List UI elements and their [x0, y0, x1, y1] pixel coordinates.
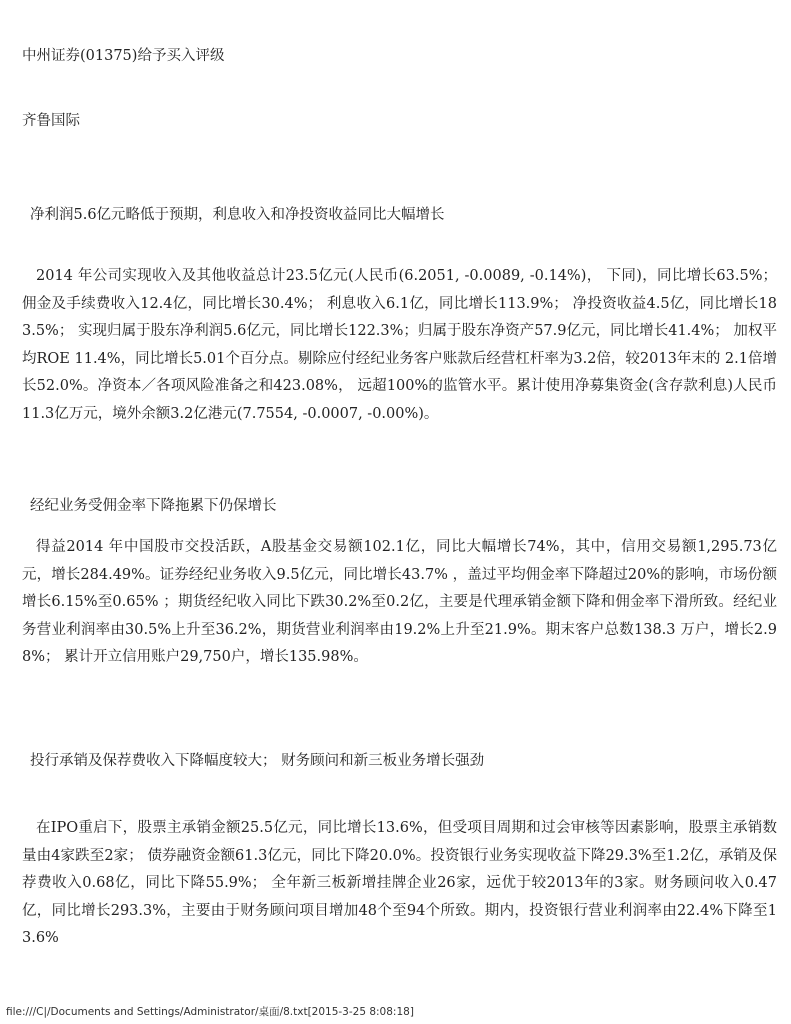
section-heading: 经纪业务受佣金率下降拖累下仍保增长	[30, 498, 277, 514]
section-heading: 投行承销及保荐费收入下降幅度较大； 财务顾问和新三板业务增长强劲	[30, 753, 485, 769]
document-title: 中州证券(01375)给予买入评级	[22, 48, 225, 64]
section-heading: 净利润5.6亿元略低于预期，利息收入和净投资收益同比大幅增长	[30, 207, 445, 223]
section-paragraph: 2014 年公司实现收入及其他收益总计23.5亿元(人民币(6.2051, -0.0089, -0.14%)， 下同)，同比增长63.5%；佣金及手续费收入12.4亿，同比增长30.4%； 利息收入6.1亿，同比增长113.9%； 净投资收益4.5亿，同比增长183.5%； 实现归属于股东净利润5.6亿元，同比增长122.3%；归属于股东净资产57.9亿元，同比增长41.4%； 加权平均ROE 11.4%，同比增长5.01个百分点。剔除应付经纪业务客户账款后经营杠杆率为3.2倍，较2013年末的 2.1倍增长52.0%。净资本／各项风险准备之和423.08%， 远超100%的监管水平。累计使用净募集资金(含存款利息)人民币 11.3亿万元，境外余额3.2亿港元(7.7554, -0.0007, -0.00%)。	[22, 268, 777, 422]
section-paragraph: 得益2014 年中国股市交投活跃，A股基金交易额102.1亿，同比大幅增长74%，其中，信用交易额1,295.73亿元，增长284.49%。证券经纪业务收入9.5亿元，同比增长43.7% ，盖过平均佣金率下降超过20%的影响，市场份额增长6.15%至0.65% ；期货经纪收入同比下跌30.2%至0.2亿，主要是代理承销金额下降和佣金率下滑所致。经纪业务营业利润率由30.5%上升至36.2%，期货营业利润率由19.2%上升至21.9%。期末客户总数138.3 万户，增长2.98%； 累计开立信用账户29,750户，增长135.98%。	[22, 539, 777, 665]
document-source: 齐鲁国际	[22, 113, 80, 129]
section-paragraph: 在IPO重启下，股票主承销金额25.5亿元，同比增长13.6%，但受项目周期和过会审核等因素影响，股票主承销数量由4家跌至2家； 债券融资金额61.3亿元，同比下降20.0%。投资银行业务实现收益下降29.3%至1.2亿，承销及保荐费收入0.68亿，同比下降55.9%； 全年新三板新增挂牌企业26家，远优于较2013年的3家。财务顾问收入0.47亿，同比增长293.3%，主要由于财务顾问项目增加48个至94个所致。期内，投资银行营业利润率由22.4%下降至13.6%	[22, 820, 777, 946]
file-path-footer: file:///C|/Documents and Settings/Administrator/桌面/8.txt[2015-3-25 8:08:18]	[6, 1006, 414, 1018]
